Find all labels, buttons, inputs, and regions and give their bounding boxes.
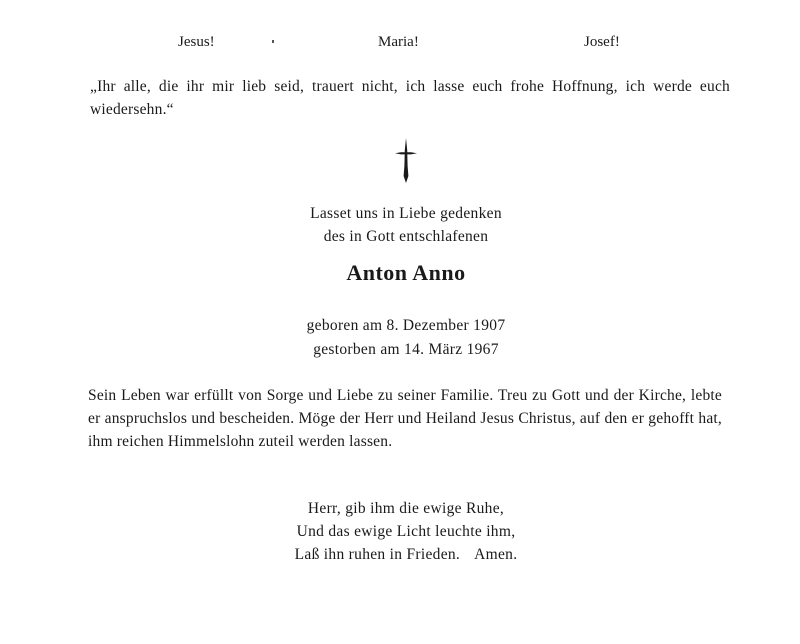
- birth-date: geboren am 8. Dezember 1907: [306, 317, 506, 334]
- header-name-jesus: Jesus!: [178, 34, 215, 50]
- prayer-amen: Amen.: [474, 546, 518, 563]
- life-dates: [200, 314, 612, 362]
- biography-text: Sein Leben war erfüllt von Sorge und Liebe zu seiner Familie. Treu zu Gott und der Kirche, lebte er anspruchslos und bescheiden. Möge der Herr und Heiland Jesus Christus, auf den er gehofft hat, ihm reichen Himmelslohn zuteil werden lassen.: [88, 387, 722, 450]
- prayer-line-1: Herr, gib ihm die ewige Ruhe,: [307, 500, 505, 517]
- intro-line-1: Lasset uns in Liebe gedenken: [310, 205, 502, 222]
- cross-icon: [393, 136, 419, 184]
- prayer-line-3: Laß ihn ruhen in Frieden.: [294, 546, 461, 563]
- closing-prayer: [200, 497, 612, 566]
- header-name-josef: Josef!: [584, 34, 620, 50]
- header-names: [0, 34, 800, 56]
- intro-text: [200, 202, 612, 248]
- header-name-maria: Maria!: [378, 34, 419, 50]
- deceased-name: Anton Anno: [346, 260, 466, 285]
- prayer-line-3-wrap: [200, 543, 612, 566]
- print-speck: [272, 40, 274, 43]
- intro-line-2: des in Gott entschlafenen: [323, 228, 489, 245]
- prayer-line-2: Und das ewige Licht leuchte ihm,: [296, 523, 516, 540]
- opening-quote: „Ihr alle, die ihr mir lieb seid, trauert nicht, ich lasse euch frohe Hoffnung, ich werde euch wiedersehn.“: [90, 78, 730, 118]
- death-date: gestorben am 14. März 1967: [313, 341, 499, 358]
